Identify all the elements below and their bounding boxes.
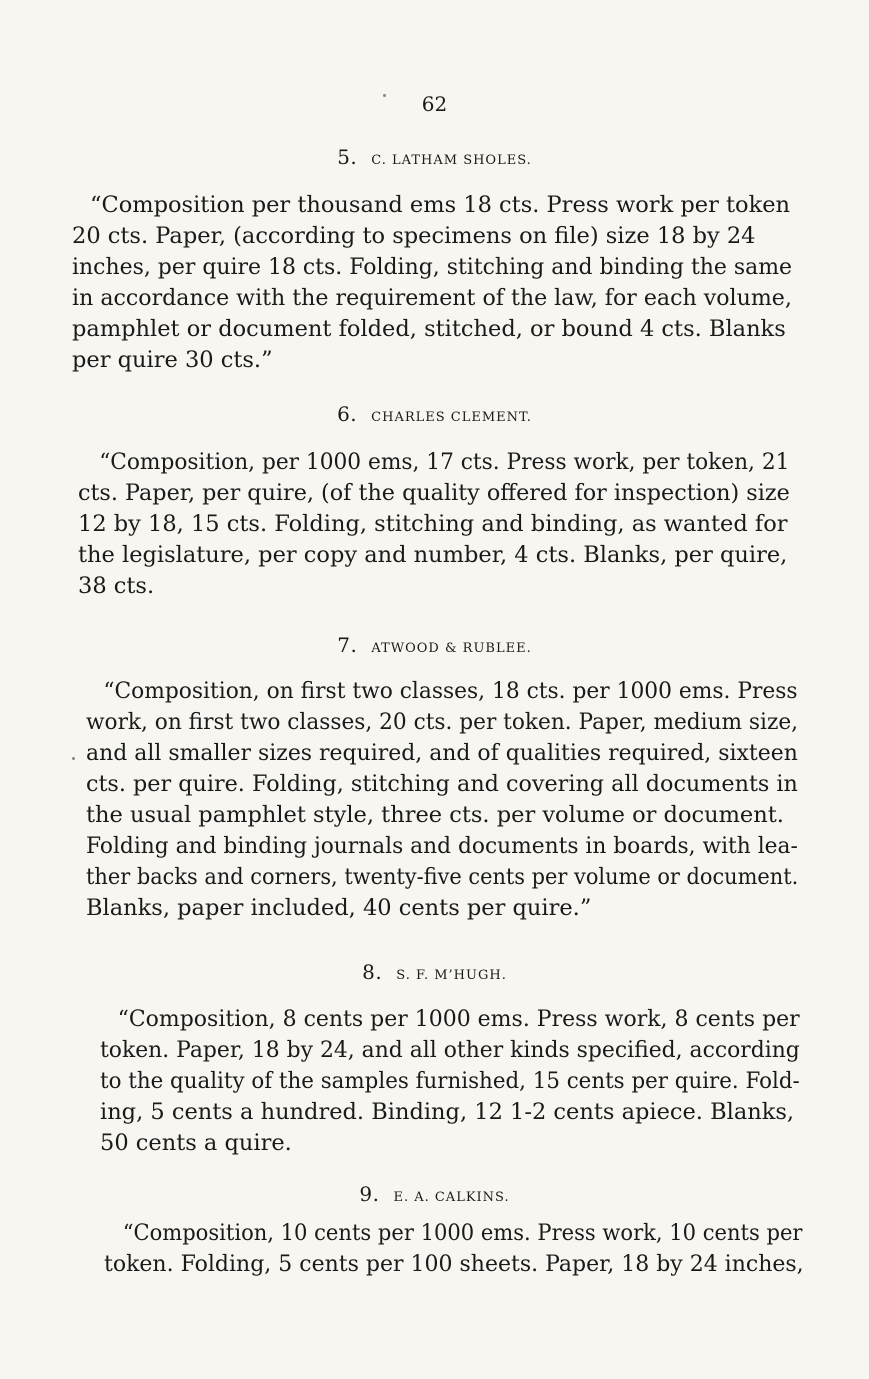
text-line: inches, per quire 18 cts. Folding, stitching and binding the same — [72, 254, 793, 280]
text-line: cts. Paper, per quire, (of the quality offered for inspection) size — [78, 480, 790, 506]
section-heading-8 — [0, 960, 869, 984]
text-line: Folding and binding journals and documents in boards, with lea- — [86, 833, 798, 859]
text-line: and all smaller sizes required, and of qualities required, sixteen — [86, 740, 798, 766]
section-number: 5. — [337, 145, 358, 169]
text-line: 38 cts. — [78, 573, 155, 599]
text-line: token. Paper, 18 by 24, and all other kinds specified, according — [100, 1037, 800, 1063]
text-line: the legislature, per copy and number, 4 cts. Blanks, per quire, — [78, 542, 788, 568]
text-line: “Composition, per 1000 ems, 17 cts. Press work, per token, 21 — [99, 449, 790, 475]
section-heading-5 — [0, 145, 869, 169]
section-name: ATWOOD & RUBLEE. — [371, 641, 532, 656]
text-line: cts. per quire. Folding, stitching and covering all documents in — [86, 771, 798, 797]
section-name: C. LATHAM SHOLES. — [371, 153, 532, 168]
section-heading-9 — [0, 1182, 869, 1206]
text-line: “Composition, on first two classes, 18 cts. per 1000 ems. Press — [103, 678, 798, 704]
text-line: 12 by 18, 15 cts. Folding, stitching and binding, as wanted for — [78, 511, 788, 537]
text-line: the usual pamphlet style, three cts. per volume or document. — [86, 802, 784, 828]
text-line: 50 cents a quire. — [100, 1130, 292, 1156]
section-name: E. A. CALKINS. — [393, 1190, 510, 1205]
text-line: pamphlet or document folded, stitched, or bound 4 cts. Blanks — [72, 316, 786, 342]
text-line: ing, 5 cents a hundred. Binding, 12 1-2 cents apiece. Blanks, — [100, 1099, 795, 1125]
section-number: 7. — [337, 633, 358, 657]
section-heading-6 — [0, 402, 869, 426]
print-speck — [383, 94, 386, 97]
text-line: per quire 30 cts.” — [72, 347, 273, 373]
section-number: 9. — [359, 1182, 380, 1206]
section-name: S. F. M’HUGH. — [396, 968, 507, 983]
text-line: “Composition, 8 cents per 1000 ems. Press work, 8 cents per — [117, 1006, 800, 1032]
text-line: “Composition per thousand ems 18 cts. Press work per token — [90, 192, 791, 218]
text-line: Blanks, paper included, 40 cents per quire.” — [86, 895, 592, 921]
text-line: ther backs and corners, twenty-five cents per volume or document. — [86, 864, 799, 890]
section-name: CHARLES CLEMENT. — [371, 410, 532, 425]
section-paragraph-6 — [78, 447, 790, 602]
text-line: work, on first two classes, 20 cts. per token. Paper, medium size, — [86, 709, 799, 735]
text-line: to the quality of the samples furnished, 15 cents per quire. Fold- — [100, 1068, 800, 1094]
print-speck — [72, 757, 75, 760]
text-line: in accordance with the requirement of the law, for each volume, — [72, 285, 792, 311]
section-heading-7 — [0, 633, 869, 657]
text-line: “Composition, 10 cents per 1000 ems. Press work, 10 cents per — [122, 1220, 803, 1246]
section-paragraph-7 — [86, 676, 798, 924]
section-number: 6. — [337, 402, 358, 426]
section-paragraph-8 — [100, 1004, 800, 1159]
section-paragraph-5 — [72, 190, 792, 376]
text-line: token. Folding, 5 cents per 100 sheets. Paper, 18 by 24 inches, — [104, 1251, 804, 1277]
text-line: 20 cts. Paper, (according to specimens on file) size 18 by 24 — [72, 223, 756, 249]
page-number: 62 — [421, 92, 448, 116]
section-paragraph-9 — [104, 1218, 804, 1280]
section-number: 8. — [362, 960, 383, 984]
